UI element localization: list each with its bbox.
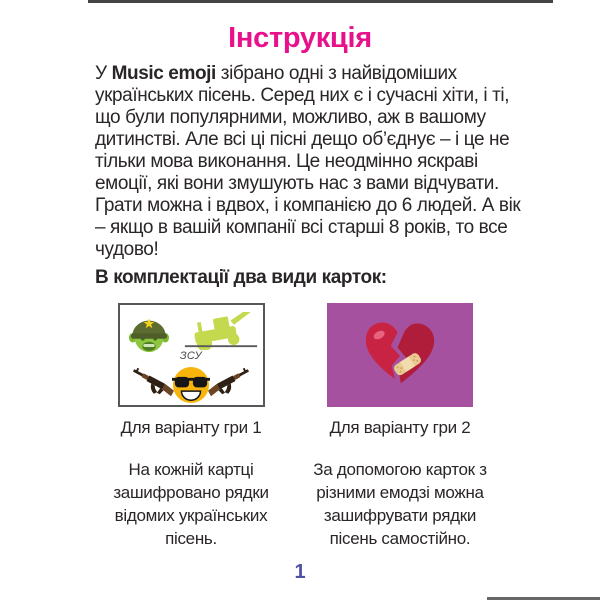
photo-edge-top — [88, 0, 553, 3]
variant1-description: На кожній картці зашифровано рядки відомих українських пісень. — [113, 460, 269, 548]
variant2-column — [302, 303, 498, 550]
card-types-heading: В комплектації два види карток: — [95, 267, 387, 288]
page-number: 1 — [294, 561, 306, 583]
variant2-description: За допомогою карток з різними емодзі можна зашифрувати рядки пісень самостійно. — [313, 460, 487, 548]
variant1-column — [98, 303, 284, 550]
example-card-variant1 — [118, 303, 265, 407]
page-title: Інструкція — [228, 22, 372, 54]
rifles-smiley-row — [120, 366, 263, 404]
zsu-label: ЗСУ — [179, 350, 203, 362]
variant2-caption: Для варіанту гри 2 — [329, 418, 471, 437]
intro-body: зібрано одні з найвідоміших українських пісень. Серед них є і сучасні хіти, і ті, що були популярними, можливо, аж в вашому дитинстві. Але всі ці пісні дещо об’єднує – і це не тільки мова виконання. Це неодмінно яскраві емоції, які вони змушують нас з вами відчувати. Грати можна і вдвох, і компанією до 6 людей. А вік – якщо в вашій компанії всі старші 8 років, то все чудово! — [95, 63, 521, 260]
example-card-variant2 — [327, 303, 473, 407]
intro-prefix: У — [95, 63, 112, 84]
game-name: Music emoji — [111, 63, 216, 84]
broken-heart-bandage-emoji — [361, 320, 439, 390]
intro-paragraph — [95, 63, 527, 261]
tractor-emoji — [182, 312, 260, 350]
variant1-caption: Для варіанту гри 1 — [120, 418, 262, 437]
cards-section — [98, 303, 498, 550]
